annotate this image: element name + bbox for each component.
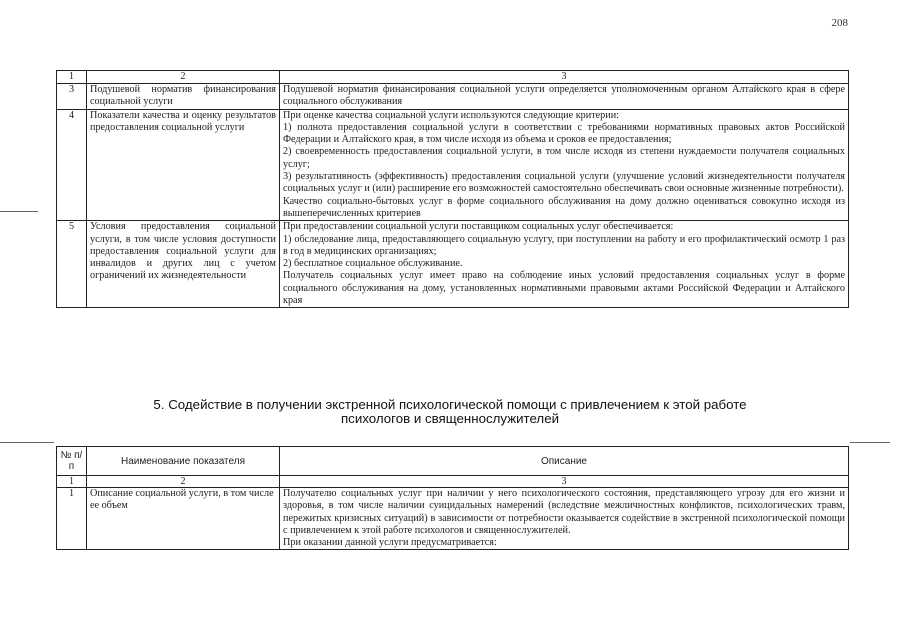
indicator-description	[280, 221, 849, 308]
quality-indicators-table	[56, 70, 849, 308]
description-paragraph: Получателю социальных услуг при наличии у него психологического состояния, представляющего угрозу для его жизни и здоровья, в том числе наличии суицидальных намерений (вследствие межличностных конфликтов, психологических травм, пережитых кризисных ситуаций) в зависимости от потребности оказывается содействие в экстренной психологической помощи с привлечением к этой работе психологов и священнослужителей.	[283, 488, 845, 536]
scan-artifact-line	[850, 442, 890, 443]
table-row	[57, 488, 849, 550]
column-index: 1	[57, 476, 87, 488]
table-row	[57, 221, 849, 308]
table-header-row	[57, 447, 849, 476]
column-index-row	[57, 71, 849, 84]
indicator-name: Условия предоставления социальной услуги, в том числе условия доступности предоставления социальной услуги для инвалидов и других лиц с учетом ограничений их жизнедеятельности	[87, 221, 280, 308]
page-number: 208	[831, 17, 848, 29]
row-number: 1	[57, 488, 87, 550]
description-paragraph: 2) своевременность предоставления социальной услуги, в том числе исходя из степени нуждаемости получателя социальных услуг;	[283, 146, 845, 170]
description-paragraph: При оценке качества социальной услуги используются следующие критерии:	[283, 109, 620, 121]
description-paragraph: Получатель социальных услуг имеет право на соблюдение иных условий предоставления социальных услуг в форме социального обслуживания на дому, установленных нормативными правовыми актами Российской Федерации и Алтайского края	[283, 270, 845, 307]
row-number: 3	[57, 84, 87, 110]
header-number: № п/п	[57, 447, 87, 476]
indicator-name: Подушевой норматив финансирования социальной услуги	[87, 84, 280, 110]
description-paragraph: 2) бесплатное социальное обслуживание.	[283, 258, 463, 270]
section-title-line: 5. Содействие в получении экстренной психологической помощи с привлечением к этой работе	[153, 397, 747, 412]
row-number: 5	[57, 221, 87, 308]
description-paragraph: 1) полнота предоставления социальной услуги в соответствии с требованиями нормативных правовых актов Российской Федерации и Алтайского края, в том числе исходя из объема и сроков ее предоставления;	[283, 121, 845, 146]
indicator-name: Описание социальной услуги, в том числе ее объем	[87, 488, 280, 550]
description-paragraph: Подушевой норматив финансирования социальной услуги определяется уполномоченным органом Алтайского края в сфере социального обслуживания	[283, 84, 845, 108]
description-paragraph: 1) обследование лица, предоставляющего социальную услугу, при поступлении на работу и его профилактический осмотр 1 раз в год в медицинских организациях;	[283, 233, 845, 257]
column-index-row	[57, 476, 849, 488]
header-indicator-name: Наименование показателя	[87, 447, 280, 476]
column-index: 3	[280, 71, 849, 84]
indicator-description	[280, 488, 849, 550]
section-title	[120, 398, 780, 426]
row-number: 4	[57, 109, 87, 221]
section-title-line: психологов и священнослужителей	[340, 411, 560, 426]
indicator-description	[280, 84, 849, 110]
description-paragraph: 3) результативность (эффективность) предоставления социальной услуги (улучшение условий жизнедеятельности получателя социальных услуг и (или) расширение его возможностей самостоятельно обеспечивать свои основные жизненные потребности).	[283, 171, 845, 195]
column-index: 2	[87, 476, 280, 488]
column-index: 2	[87, 71, 280, 84]
description-paragraph: Качество социально-бытовых услуг в форме социального обслуживания на дому должно оцениваться совокупно исходя из вышеперечисленных критериев	[283, 195, 845, 219]
service-description-table	[56, 446, 849, 550]
indicator-name: Показатели качества и оценку результатов предоставления социальной услуги	[87, 109, 280, 221]
scan-artifact-line	[0, 211, 38, 212]
table-row	[57, 109, 849, 221]
table-row	[57, 84, 849, 110]
indicator-description	[280, 109, 849, 221]
column-index: 3	[280, 476, 849, 488]
column-index: 1	[57, 71, 87, 84]
scan-artifact-line	[0, 442, 54, 443]
header-description: Описание	[280, 447, 849, 476]
description-paragraph: При предоставлении социальной услуги поставщиком социальных услуг обеспечивается:	[283, 221, 674, 233]
description-paragraph: При оказании данной услуги предусматривается:	[283, 537, 497, 549]
